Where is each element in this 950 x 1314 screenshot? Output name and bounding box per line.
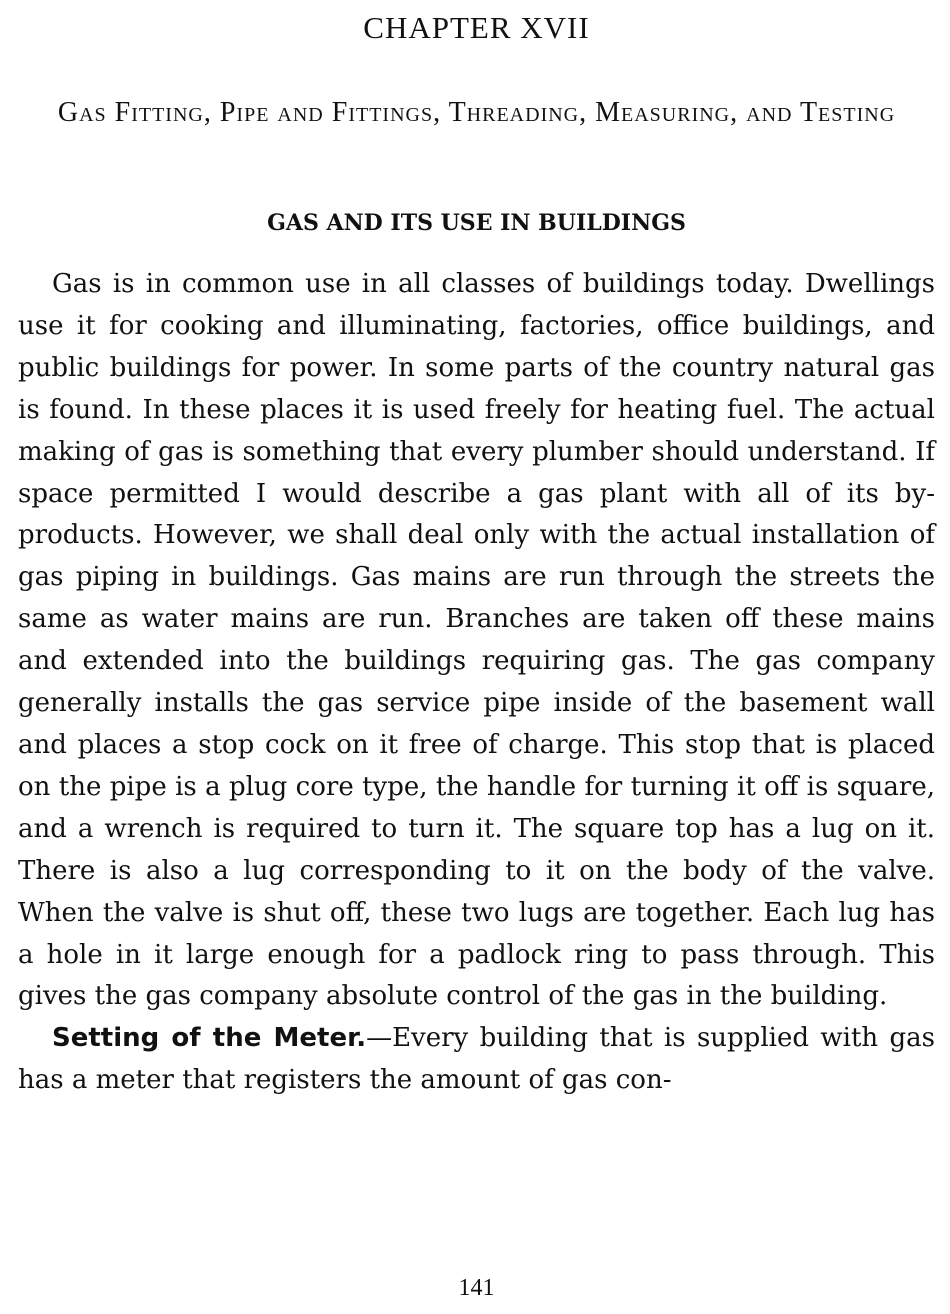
body-text xyxy=(18,264,935,1102)
book-page xyxy=(18,0,935,1314)
paragraph-text: —Every building that is supplied with gas has a meter that registers the amount of gas con- xyxy=(18,1023,936,1096)
chapter-title: Gas Fitting, Pipe and Fittings, Threading, Measuring, and Testing xyxy=(57,97,896,128)
chapter-heading: CHAPTER XVII xyxy=(363,10,590,45)
section-heading: GAS AND ITS USE IN BUILDINGS xyxy=(267,210,686,236)
page-number: 141 xyxy=(458,1275,495,1301)
paragraph-setting-of-meter xyxy=(18,1018,935,1102)
paragraph-gas-use: Gas is in common use in all classes of buildings today. Dwellings use it for cooking and illuminating, factories, office buildings, and public buildings for power. In some parts of the country natural gas is found. In these places it is used freely for heating fuel. The actual making of gas is something that every plumber should understand. If space permitted I would describe a gas plant with all of its by-products. However, we shall deal only with the actual installation of gas piping in buildings. Gas mains are run through the streets the same as water mains are run. Branches are taken off these mains and extended into the buildings requiring gas. The gas company generally installs the gas service pipe inside of the basement wall and places a stop cock on it free of charge. This stop that is placed on the pipe is a plug core type, the handle for turning it off is square, and a wrench is required to turn it. The square top has a lug on it. There is also a lug corresponding to it on the body of the valve. When the valve is shut off, these two lugs are together. Each lug has a hole in it large enough for a padlock ring to pass through. This gives the gas company absolute control of the gas in the building. xyxy=(18,269,935,1012)
run-in-heading: Setting of the Meter. xyxy=(52,1023,367,1054)
